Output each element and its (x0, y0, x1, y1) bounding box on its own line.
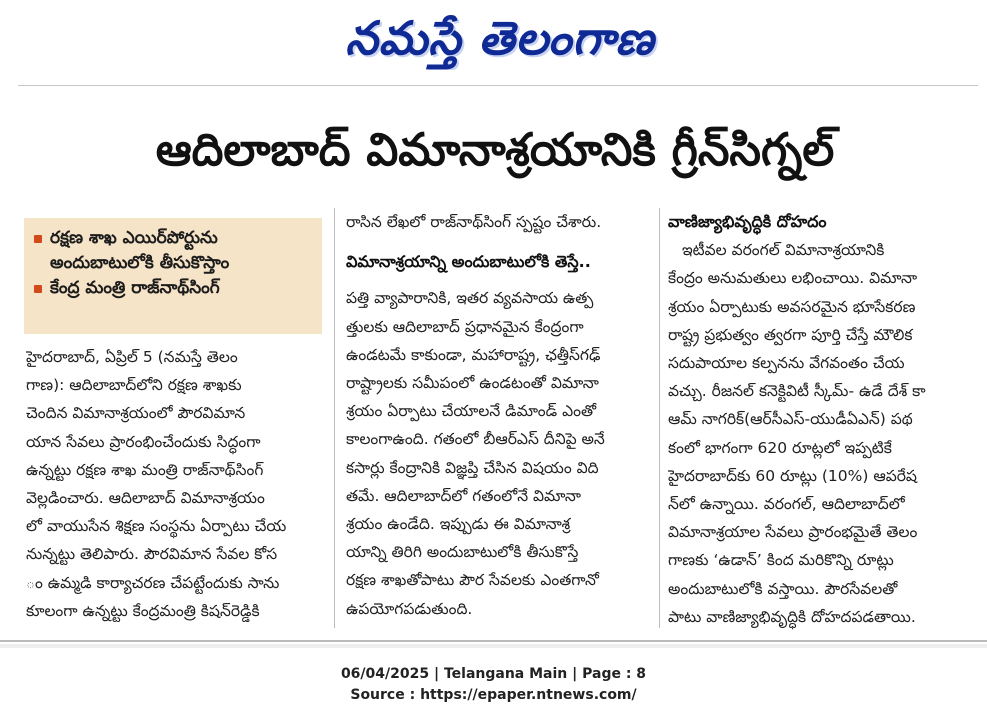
body-line: కేంద్రం అనుమతులు లభించాయి. విమానా (668, 269, 918, 288)
body-line: ఆమ్ నాగరిక్(ఆర్‌సీఎస్-యుడీఏఎన్) పథ (668, 410, 913, 429)
article-column-3 (668, 208, 968, 631)
highlight-item (32, 226, 316, 251)
body-line: ఇటీవల వరంగల్ విమానాశ్రయానికి (682, 241, 885, 260)
section-subhead: విమానాశ్రయాన్ని అందుబాటులోకి తెస్తే.. (346, 252, 591, 272)
section-subhead: వాణిజ్యాభివృద్ధికి దోహదం (668, 212, 827, 231)
body-line: శ్రయం ఏర్పాటుకు అవసరమైన భూసేకరణ (668, 297, 916, 316)
body-line: న్‌లో ఉన్నాయి. వరంగల్, ఆదిలాబాద్‌లో (668, 495, 905, 514)
body-line: ఉపయోగపడుతుంది. (346, 599, 473, 618)
column-divider (659, 208, 660, 628)
body-line: అందుబాటులోకి వస్తాయి. పౌరసేవలతో (668, 579, 898, 598)
spacer (346, 236, 652, 248)
body-line: ం ఉమ్మడి కార్యాచరణ చేపట్టేందుకు సాను (26, 573, 280, 592)
article-column-2 (346, 208, 652, 623)
masthead-logo: నమస్తే తెలంగాణ (345, 11, 655, 65)
body-line: కాలంగాఉంది. గతంలో బీఆర్‌ఎస్ దీనిపై అనే (346, 430, 605, 449)
highlight-item-continued (32, 251, 316, 276)
article-column-1 (26, 343, 320, 625)
footer-band (0, 644, 987, 648)
body-line: ఉన్నట్టు రక్షణ శాఖ మంత్రి రాజ్‌నాథ్‌సింగ్ (26, 460, 264, 479)
body-line: ఉండటమే కాకుండా, మహారాష్ట్ర, ఛత్తీస్‌గఢ్ (346, 345, 601, 364)
spacer (346, 276, 652, 284)
body-line: రాసిన లేఖలో రాజ్‌నాథ్‌సింగ్ స్పష్టం చేశారు. (346, 213, 602, 231)
edition-info: 06/04/2025 | Telangana Main | Page : 8 (340, 666, 647, 682)
footer-divider (0, 640, 987, 642)
body-line: యాన సేవలు ప్రారంభించేందుకు సిద్ధంగా (26, 432, 261, 451)
masthead-divider (18, 85, 978, 86)
highlights-box (24, 218, 322, 334)
body-line: కసార్లు కేంద్రానికి విజ్ఞప్తి చేసిన విషయం విది (346, 458, 599, 477)
source-link[interactable]: Source : https://epaper.ntnews.com/ (350, 687, 637, 703)
page-footer (0, 664, 987, 706)
body-line: కంలో భాగంగా 620 రూట్లలో ఇప్పటికే (668, 438, 892, 457)
bullet-square-icon (34, 235, 42, 243)
body-line: యాన్ని తిరిగి అందుబాటులోకి తీసుకొస్తే (346, 543, 579, 562)
highlight-item (32, 276, 316, 301)
body-line: పాటు వాణిజ్యాభివృద్ధికి దోహదపడతాయి. (668, 607, 916, 626)
body-line: వెల్లడించారు. ఆదిలాబాద్ విమానాశ్రయం (26, 489, 265, 508)
highlight-text: అందుబాటులోకి తీసుకొస్తాం (50, 253, 230, 273)
body-line: శ్రయం ఉండేది. ఇప్పుడు ఈ విమానాశ్ర (346, 515, 571, 534)
body-line: కూలంగా ఉన్నట్టు కేంద్రమంత్రి కిషన్‌రెడ్డికి (26, 601, 260, 620)
body-line: రాష్ట్ర ప్రభుత్వం త్వరగా పూర్తి చేస్తే మౌలిక (668, 325, 913, 344)
article-headline: ఆదిలాబాద్ విమానాశ్రయానికి గ్రీన్‌సిగ్నల్ (155, 123, 835, 176)
body-line: గాణ): ఆదిలాబాద్‌లోని రక్షణ శాఖకు (26, 376, 242, 395)
body-line: విమానాశ్రయాల సేవలు ప్రారంభమైతే తెలం (668, 523, 918, 542)
body-line: సదుపాయాల కల్పనను వేగవంతం చేయ (668, 354, 905, 373)
highlight-text: కేంద్ర మంత్రి రాజ్‌నాథ్‌సింగ్ (50, 278, 220, 298)
body-line: రక్షణ శాఖతోపాటు పౌర సేవలకు ఎంతగానో (346, 571, 599, 590)
body-line: వచ్చు. రీజనల్ కనెక్టివిటీ స్కీమ్- ఉడే దేశ్ కా (668, 382, 926, 401)
column-divider (334, 208, 335, 628)
bullet-square-icon (34, 285, 42, 293)
body-line: శ్రయం ఏర్పాటు చేయాలనే డిమాండ్ ఎంతో (346, 402, 597, 421)
body-line: హైదరాబాద్, ఏప్రిల్ 5 (నమస్తే తెలం (26, 348, 238, 366)
body-line: నున్నట్టు తెలిపారు. పౌరవిమాన సేవల కోస (26, 545, 278, 564)
body-line: హైదరాబాద్‌కు 60 రూట్లు (10%) ఆపరేష (668, 466, 917, 485)
body-line: పత్తి వ్యాపారానికి, ఇతర వ్యవసాయ ఉత్ప (346, 289, 594, 308)
body-line: రాష్ట్రాలకు సమీపంలో ఉండటంతో విమానా (346, 374, 599, 393)
body-line: గాణకు ‘ఉడాన్’ కింద మరికొన్ని రూట్లు (668, 551, 894, 570)
body-line: తమే. ఆదిలాబాద్‌లో గతంలోనే విమానా (346, 486, 582, 505)
body-line: లో వాయుసేన శిక్షణ సంస్థను ఏర్పాటు చేయ (26, 517, 287, 536)
highlight-text: రక్షణ శాఖ ఎయిర్‌పోర్టును (50, 228, 218, 248)
body-line: చెందిన విమానాశ్రయంలో పౌరవిమాన (26, 404, 246, 423)
body-line: త్తులకు ఆదిలాబాద్ ప్రధానమైన కేంద్రంగా (346, 317, 584, 336)
